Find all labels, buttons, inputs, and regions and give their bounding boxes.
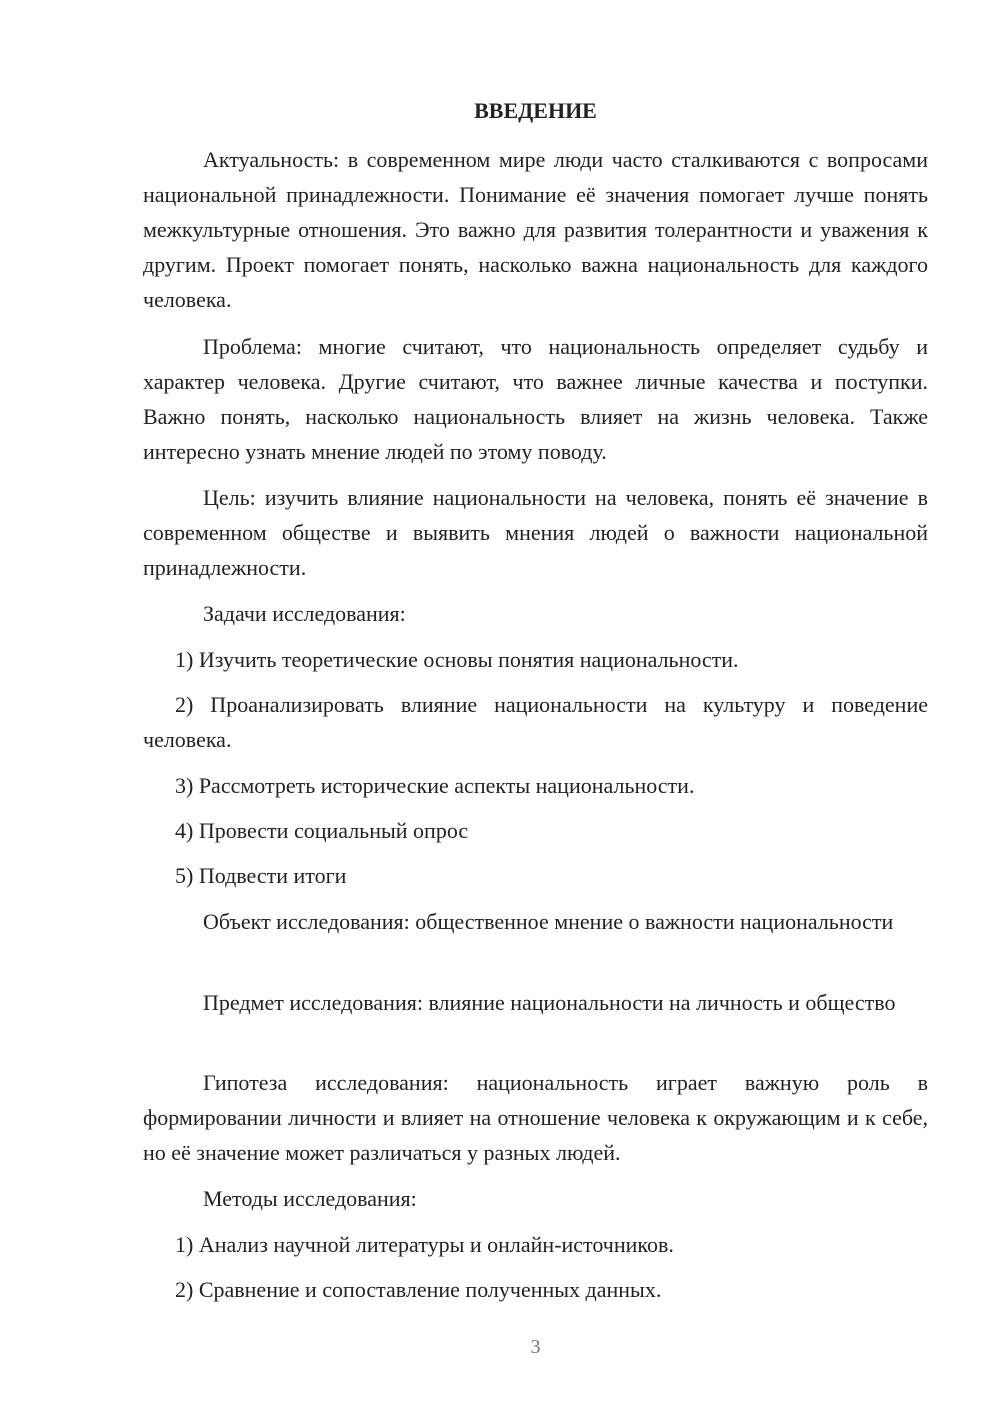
task-item-3: 3) Рассмотреть исторические аспекты национальности.	[175, 773, 695, 798]
document-page	[143, 0, 928, 1414]
method-item-1: 1) Анализ научной литературы и онлайн-источников.	[175, 1232, 674, 1257]
paragraph-problem: Проблема: многие считают, что национальность определяет судьбу и характер человека. Другие считают, что важнее личные качества и поступки. Важно понять, насколько национальность влияет на жизнь человека. Также интересно узнать мнение людей по этому поводу.	[143, 334, 928, 464]
task-item-1: 1) Изучить теоретические основы понятия национальности.	[175, 647, 739, 672]
paragraph-methods-heading: Методы исследования:	[203, 1186, 417, 1211]
task-item-2: 2) Проанализировать влияние национальности на культуру и поведение человека.	[143, 692, 928, 752]
method-item-2: 2) Сравнение и сопоставление полученных данных.	[175, 1277, 662, 1302]
paragraph-tasks-heading: Задачи исследования:	[203, 601, 406, 626]
paragraph-goal: Цель: изучить влияние национальности на человека, понять её значение в современном обществе и выявить мнения людей о важности национальной принадлежности.	[143, 485, 928, 580]
paragraph-object: Объект исследования: общественное мнение о важности национальности	[203, 909, 894, 934]
paragraph-subject: Предмет исследования: влияние национальности на личность и общество	[203, 990, 896, 1015]
task-item-5: 5) Подвести итоги	[175, 863, 347, 888]
paragraph-relevance: Актуальность: в современном мире люди часто сталкиваются с вопросами национальной принадлежности. Понимание её значения помогает лучше понять межкультурные отношения. Это важно для развития толерантности и уважения к другим. Проект помогает понять, насколько важна национальность для каждого человека.	[143, 147, 928, 312]
page-number: 3	[530, 1336, 541, 1358]
paragraph-hypothesis: Гипотеза исследования: национальность играет важную роль в формировании личности и влияет на отношение человека к окружающим и к себе, но её значение может различаться у разных людей.	[143, 1070, 928, 1165]
section-title: ВВЕДЕНИЕ	[474, 98, 597, 123]
task-item-4: 4) Провести социальный опрос	[175, 818, 469, 843]
